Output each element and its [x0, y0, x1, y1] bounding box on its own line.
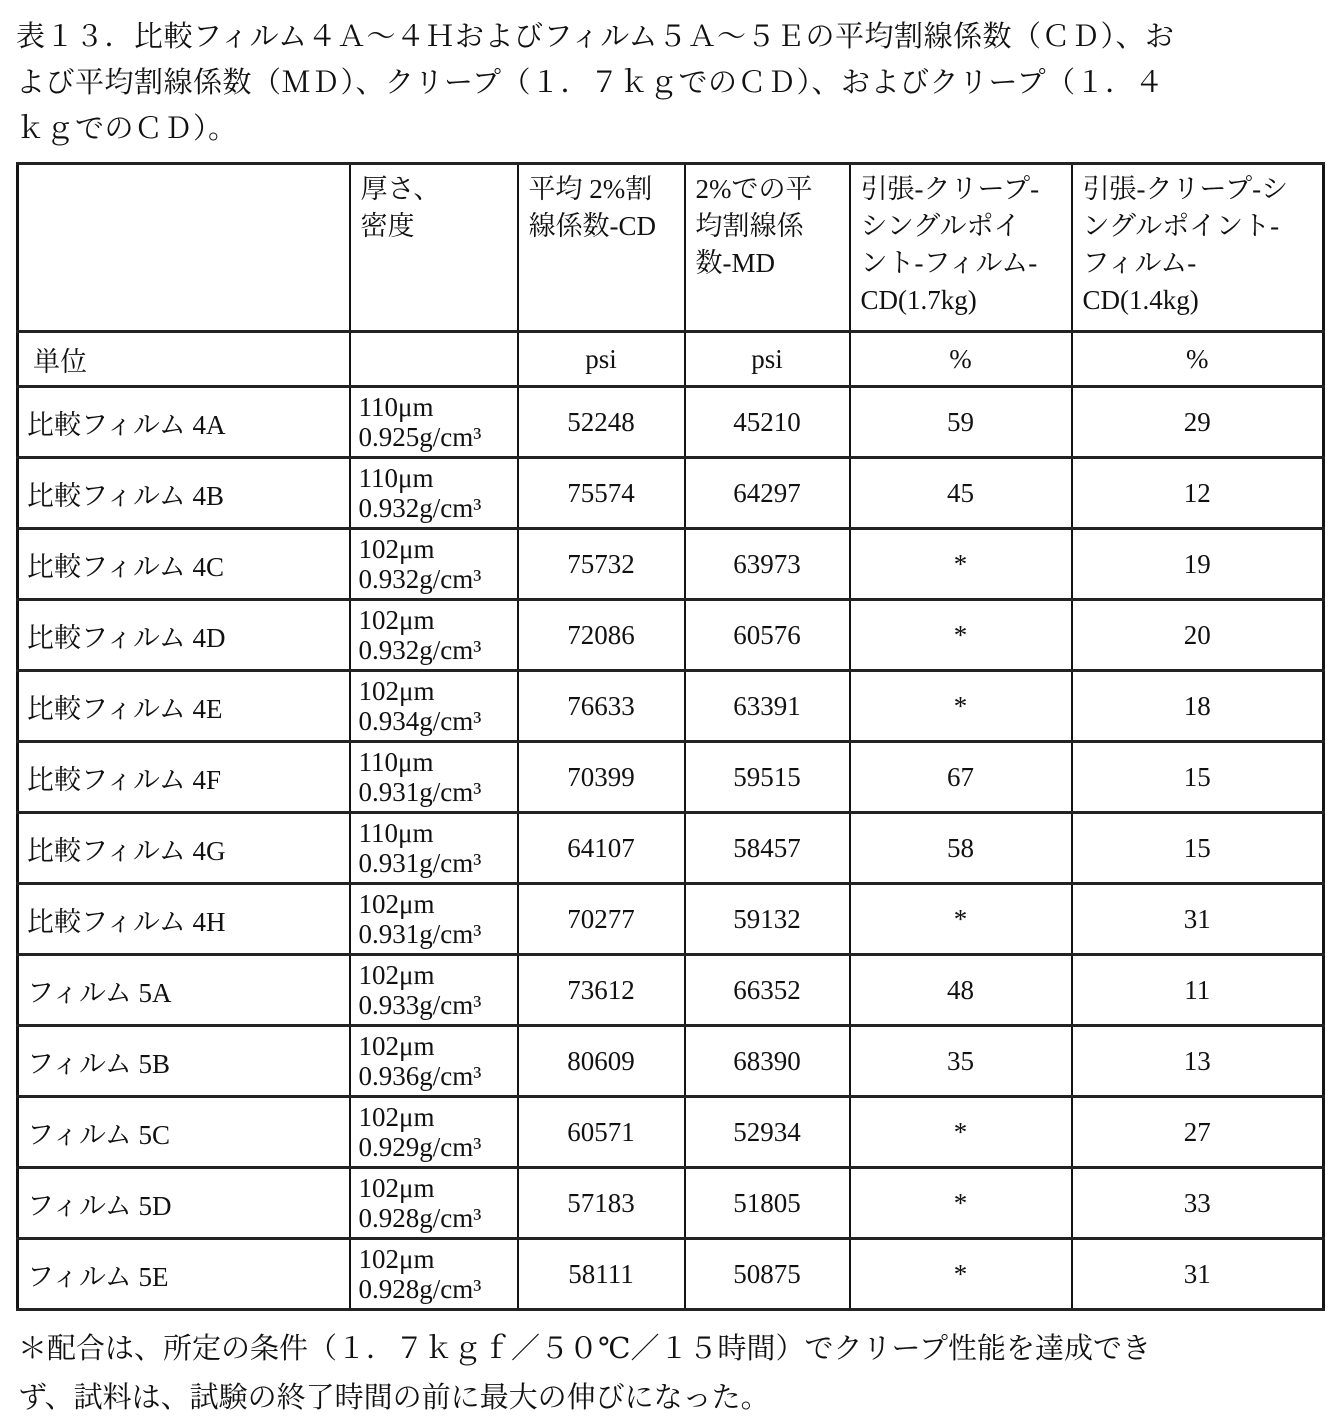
units-creep-1-7kg: % — [850, 332, 1072, 387]
creep-1-7kg-cell: 45 — [850, 458, 1072, 529]
creep-1-4kg-cell: 13 — [1072, 1026, 1324, 1097]
thickness-density-cell: 102μm 0.933g/cm³ — [350, 955, 518, 1026]
thickness-density-cell: 110μm 0.932g/cm³ — [350, 458, 518, 529]
cd-modulus-cell: 52248 — [518, 387, 685, 458]
table-row — [18, 1026, 1324, 1097]
thickness-density-cell: 110μm 0.925g/cm³ — [350, 387, 518, 458]
creep-1-7kg-cell: * — [850, 529, 1072, 600]
creep-1-7kg-cell: 35 — [850, 1026, 1072, 1097]
creep-1-4kg-cell: 31 — [1072, 1239, 1324, 1310]
cd-modulus-cell: 70399 — [518, 742, 685, 813]
creep-1-4kg-cell: 33 — [1072, 1168, 1324, 1239]
table-row — [18, 1097, 1324, 1168]
table-row — [18, 1168, 1324, 1239]
cd-modulus-cell: 70277 — [518, 884, 685, 955]
thickness-density-cell: 102μm 0.928g/cm³ — [350, 1168, 518, 1239]
units-row — [18, 332, 1324, 387]
md-modulus-cell: 64297 — [685, 458, 850, 529]
film-name-cell: 比較フィルム 4D — [18, 600, 350, 671]
md-modulus-cell: 59132 — [685, 884, 850, 955]
table-body — [18, 387, 1324, 1310]
header-cd-modulus: 平均 2%割 線係数-CD — [518, 164, 685, 332]
thickness-density-cell: 102μm 0.928g/cm³ — [350, 1239, 518, 1310]
table-row — [18, 884, 1324, 955]
thickness-density-cell: 102μm 0.932g/cm³ — [350, 529, 518, 600]
creep-1-4kg-cell: 19 — [1072, 529, 1324, 600]
film-name-cell: 比較フィルム 4E — [18, 671, 350, 742]
creep-1-4kg-cell: 20 — [1072, 600, 1324, 671]
film-name-cell: 比較フィルム 4H — [18, 884, 350, 955]
film-name-cell: 比較フィルム 4C — [18, 529, 350, 600]
thickness-density-cell: 110μm 0.931g/cm³ — [350, 742, 518, 813]
md-modulus-cell: 45210 — [685, 387, 850, 458]
creep-1-4kg-cell: 29 — [1072, 387, 1324, 458]
md-modulus-cell: 51805 — [685, 1168, 850, 1239]
md-modulus-cell: 63391 — [685, 671, 850, 742]
creep-1-7kg-cell: * — [850, 1239, 1072, 1310]
table-row — [18, 955, 1324, 1026]
creep-1-4kg-cell: 31 — [1072, 884, 1324, 955]
cd-modulus-cell: 58111 — [518, 1239, 685, 1310]
creep-1-4kg-cell: 11 — [1072, 955, 1324, 1026]
cd-modulus-cell: 72086 — [518, 600, 685, 671]
table-row — [18, 1239, 1324, 1310]
units-creep-1-4kg: % — [1072, 332, 1324, 387]
md-modulus-cell: 63973 — [685, 529, 850, 600]
thickness-density-cell: 102μm 0.936g/cm³ — [350, 1026, 518, 1097]
creep-1-7kg-cell: 59 — [850, 387, 1072, 458]
cd-modulus-cell: 73612 — [518, 955, 685, 1026]
units-thickness — [350, 332, 518, 387]
table-header-row — [18, 164, 1324, 332]
creep-1-7kg-cell: 67 — [850, 742, 1072, 813]
cd-modulus-cell: 76633 — [518, 671, 685, 742]
film-name-cell: フィルム 5E — [18, 1239, 350, 1310]
creep-1-4kg-cell: 15 — [1072, 742, 1324, 813]
creep-1-7kg-cell: * — [850, 1168, 1072, 1239]
thickness-density-cell: 102μm 0.929g/cm³ — [350, 1097, 518, 1168]
cd-modulus-cell: 60571 — [518, 1097, 685, 1168]
cd-modulus-cell: 64107 — [518, 813, 685, 884]
md-modulus-cell: 59515 — [685, 742, 850, 813]
md-modulus-cell: 58457 — [685, 813, 850, 884]
table-caption: 表１３．比較フィルム４Ａ～４Ｈおよびフィルム５Ａ～５Ｅの平均割線係数（ＣＤ）、お よび平均割線係数（ＭＤ）、クリープ（１．７ｋｇでのＣＤ）、およびクリープ（１．４ ｋｇでのＣＤ）。 — [16, 21, 1175, 145]
md-modulus-cell: 60576 — [685, 600, 850, 671]
creep-1-7kg-cell: * — [850, 884, 1072, 955]
md-modulus-cell: 68390 — [685, 1026, 850, 1097]
units-md: psi — [685, 332, 850, 387]
creep-1-7kg-cell: * — [850, 600, 1072, 671]
md-modulus-cell: 52934 — [685, 1097, 850, 1168]
film-name-cell: 比較フィルム 4F — [18, 742, 350, 813]
measurement-table — [16, 162, 1325, 1311]
header-thickness-density: 厚さ、 密度 — [350, 164, 518, 332]
creep-1-7kg-cell: * — [850, 671, 1072, 742]
cd-modulus-cell: 57183 — [518, 1168, 685, 1239]
table-row — [18, 742, 1324, 813]
thickness-density-cell: 102μm 0.931g/cm³ — [350, 884, 518, 955]
units-cd: psi — [518, 332, 685, 387]
thickness-density-cell: 102μm 0.932g/cm³ — [350, 600, 518, 671]
table-footnote: ＊配合は、所定の条件（１．７ｋｇｆ／５０℃／１５時間）でクリープ性能を達成でき ず、試料は、試験の終了時間の前に最大の伸びになった。 — [18, 1333, 1151, 1414]
cd-modulus-cell: 80609 — [518, 1026, 685, 1097]
table-row — [18, 529, 1324, 600]
creep-1-7kg-cell: 48 — [850, 955, 1072, 1026]
film-name-cell: 比較フィルム 4A — [18, 387, 350, 458]
table-row — [18, 671, 1324, 742]
creep-1-4kg-cell: 18 — [1072, 671, 1324, 742]
table-row — [18, 600, 1324, 671]
film-name-cell: フィルム 5D — [18, 1168, 350, 1239]
header-md-modulus: 2%での平 均割線係 数-MD — [685, 164, 850, 332]
thickness-density-cell: 110μm 0.931g/cm³ — [350, 813, 518, 884]
creep-1-4kg-cell: 12 — [1072, 458, 1324, 529]
film-name-cell: フィルム 5A — [18, 955, 350, 1026]
film-name-cell: フィルム 5B — [18, 1026, 350, 1097]
table-row — [18, 458, 1324, 529]
header-creep-1-4kg: 引張-クリープ-シ ングルポイント- フィルム- CD(1.4kg) — [1072, 164, 1324, 332]
film-name-cell: 比較フィルム 4G — [18, 813, 350, 884]
creep-1-4kg-cell: 27 — [1072, 1097, 1324, 1168]
md-modulus-cell: 66352 — [685, 955, 850, 1026]
film-name-cell: 比較フィルム 4B — [18, 458, 350, 529]
table-row — [18, 387, 1324, 458]
cd-modulus-cell: 75732 — [518, 529, 685, 600]
creep-1-7kg-cell: 58 — [850, 813, 1072, 884]
thickness-density-cell: 102μm 0.934g/cm³ — [350, 671, 518, 742]
creep-1-7kg-cell: * — [850, 1097, 1072, 1168]
table-row — [18, 813, 1324, 884]
cd-modulus-cell: 75574 — [518, 458, 685, 529]
header-film — [18, 164, 350, 332]
film-name-cell: フィルム 5C — [18, 1097, 350, 1168]
units-label: 単位 — [18, 332, 350, 387]
creep-1-4kg-cell: 15 — [1072, 813, 1324, 884]
md-modulus-cell: 50875 — [685, 1239, 850, 1310]
header-creep-1-7kg: 引張-クリープ- シングルポイ ント-フィルム- CD(1.7kg) — [850, 164, 1072, 332]
